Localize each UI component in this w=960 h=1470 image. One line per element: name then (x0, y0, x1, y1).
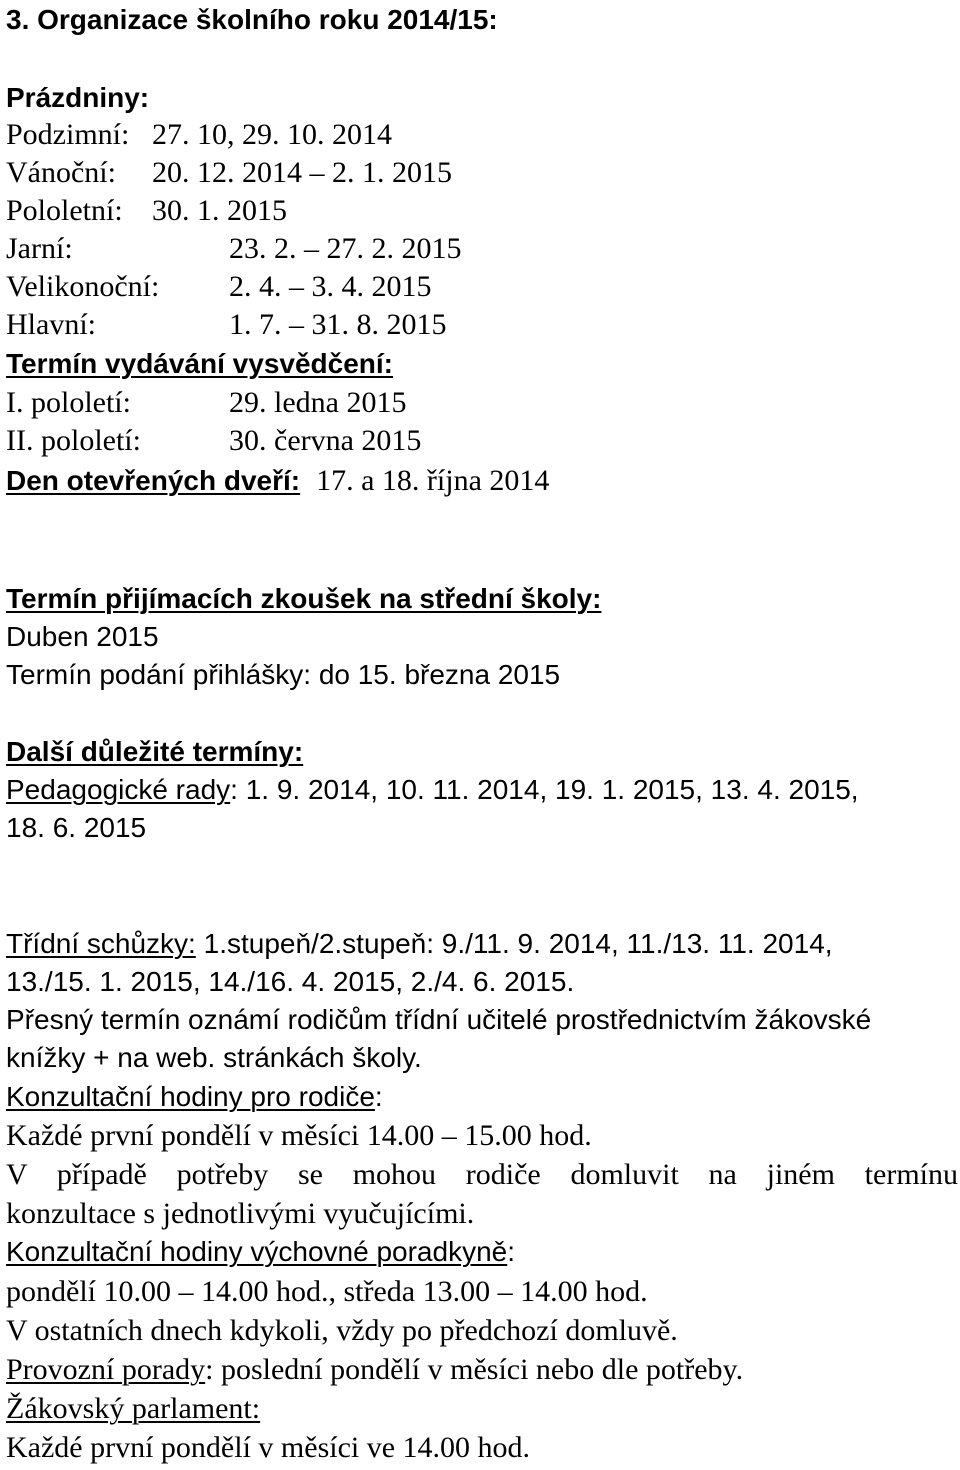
parliament-label: Žákovský parlament: (6, 1392, 261, 1425)
holiday-row-autumn (6, 120, 392, 150)
holiday-row-midterm (6, 196, 287, 226)
holiday-row-spring (6, 234, 462, 264)
holiday-value: 30. 1. 2015 (152, 194, 287, 227)
entrance-application: Termín podání přihlášky: do 15. března 2015 (6, 659, 561, 690)
holiday-label: Velikonoční: (6, 270, 160, 303)
holiday-row-easter (6, 272, 432, 302)
open-day-label: Den otevřených dveří: (6, 465, 301, 496)
advisor-heading (6, 1238, 515, 1266)
consult-heading (6, 1083, 383, 1111)
holiday-label: Vánoční: (6, 156, 116, 189)
holiday-value: 23. 2. – 27. 2. 2015 (229, 232, 462, 265)
report-label: I. pololetí: (6, 386, 131, 419)
holiday-label: Pololetní: (6, 194, 123, 227)
advisor-colon: : (507, 1236, 515, 1267)
ped-council-row (6, 776, 859, 804)
advisor-title: Konzultační hodiny výchovné poradkyně (6, 1236, 508, 1267)
holiday-row-summer (6, 310, 447, 340)
document-heading: 3. Organizace školního roku 2014/15: (6, 4, 498, 35)
consult-line-3: konzultace s jednotlivými vyučujícími. (6, 1197, 475, 1230)
other-title: Další důležité termíny: (6, 736, 304, 767)
holiday-value: 27. 10, 29. 10. 2014 (152, 118, 392, 151)
report-row-second (6, 426, 421, 456)
ped-council-label: Pedagogické rady (6, 774, 231, 805)
class-meeting-label: Třídní schůzky: (6, 928, 196, 959)
advisor-line-1: pondělí 10.00 – 14.00 hod., středa 13.00 – 14.00 hod. (6, 1275, 648, 1308)
class-meeting-note-1: Přesný termín oznámí rodičům třídní učitelé prostřednictvím žákovské (6, 1004, 872, 1035)
advisor-line-2: V ostatních dnech kdykoli, vždy po předchozí domluvě. (6, 1314, 678, 1347)
meetings-row (6, 1355, 743, 1385)
ped-council-value-2: 18. 6. 2015 (6, 812, 147, 843)
meetings-label: Provozní porady (6, 1353, 206, 1386)
ped-council-value: : 1. 9. 2014, 10. 11. 2014, 19. 1. 2015, 13. 4. 2015, (230, 774, 859, 805)
entrance-date: Duben 2015 (6, 621, 159, 652)
holiday-label: Jarní: (6, 232, 73, 265)
holiday-value: 1. 7. – 31. 8. 2015 (229, 308, 447, 341)
class-meeting-row (6, 930, 833, 958)
class-meeting-value: 1.stupeň/2.stupeň: 9./11. 9. 2014, 11./13. 11. 2014, (195, 928, 833, 959)
open-day-row (6, 466, 549, 496)
holidays-title: Prázdniny: (6, 82, 150, 113)
class-meeting-note-2: knížky + na web. stránkách školy. (6, 1042, 422, 1073)
report-value: 29. ledna 2015 (229, 386, 407, 419)
holiday-value: 20. 12. 2014 – 2. 1. 2015 (152, 156, 452, 189)
meetings-value: : poslední pondělí v měsíci nebo dle potřeby. (205, 1353, 744, 1386)
open-day-value: 17. a 18. října 2014 (316, 464, 550, 497)
consult-title: Konzultační hodiny pro rodiče (6, 1081, 375, 1112)
report-label: II. pololetí: (6, 424, 141, 457)
report-row-first (6, 388, 406, 418)
holiday-row-christmas (6, 158, 452, 188)
class-meeting-value-2: 13./15. 1. 2015, 14./16. 4. 2015, 2./4. 6. 2015. (6, 966, 575, 997)
consult-colon: : (374, 1081, 383, 1112)
consult-line-2: V případě potřeby se mohou rodiče domluvit na jiném termínu (6, 1158, 958, 1191)
parliament-value: Každé první pondělí v měsíci ve 14.00 hod. (6, 1431, 531, 1464)
report-value: 30. června 2015 (229, 424, 422, 457)
holiday-value: 2. 4. – 3. 4. 2015 (229, 270, 432, 303)
report-title: Termín vydávání vysvědčení: (6, 348, 393, 379)
entrance-title: Termín přijímacích zkoušek na střední školy: (6, 583, 602, 614)
holiday-label: Hlavní: (6, 308, 96, 341)
holiday-label: Podzimní: (6, 118, 130, 151)
consult-line-1: Každé první pondělí v měsíci 14.00 – 15.00 hod. (6, 1119, 592, 1152)
